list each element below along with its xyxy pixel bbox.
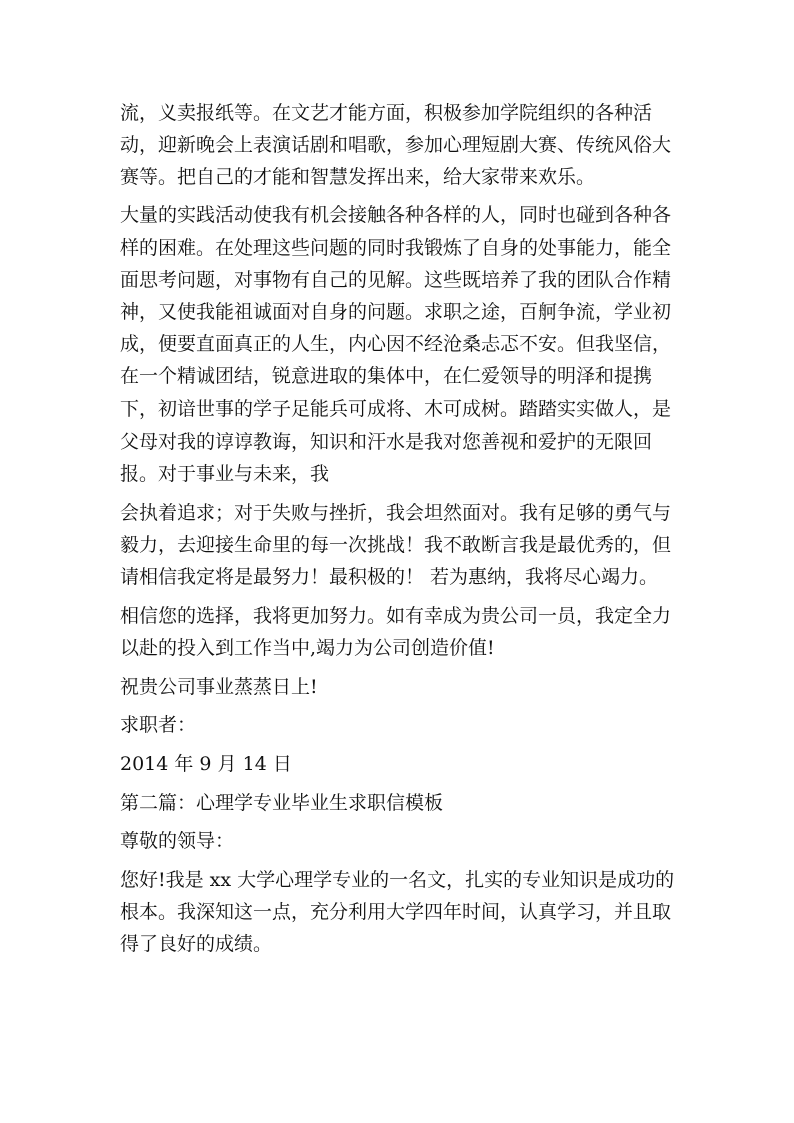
text-line: 您好!我是 xx 大学心理学专业的一名文，扎实的专业知识是成功的	[120, 869, 675, 891]
text-line: 神，又使我能祖诚面对自身的问题。求职之途，百舸争流，学业初	[120, 301, 672, 323]
text-line: 面思考问题，对事物有自己的见解。这些既培养了我的团队合作精	[120, 269, 672, 291]
text-line: 2014 年 9 月 14 日	[120, 753, 292, 775]
text-line: 会执着追求；对于失败与挫折，我会坦然面对。我有足够的勇气与	[120, 502, 672, 524]
text-line: 动，迎新晚会上表演话剧和唱歌，参加心理短剧大赛、传统风俗大	[120, 134, 672, 156]
text-line: 以赴的投入到工作当中,竭力为公司创造价值!	[120, 637, 495, 659]
text-line: 得了良好的成绩。	[120, 933, 273, 955]
text-line: 求职者：	[120, 714, 197, 736]
text-line: 流，义卖报纸等。在文艺才能方面，积极参加学院组织的各种活	[120, 102, 653, 124]
text-line: 尊敬的领导：	[120, 830, 235, 852]
text-line: 第二篇：心理学专业毕业生求职信模板	[120, 792, 444, 814]
text-line: 样的困难。在处理这些问题的同时我锻炼了自身的处事能力，能全	[120, 237, 672, 259]
text-line: 大量的实践活动使我有机会接触各种各样的人，同时也碰到各种各	[120, 204, 672, 226]
text-line: 成，便要直面真正的人生，内心因不经沧桑忐忑不安。但我坚信，	[120, 333, 672, 355]
text-line: 在一个精诚团结，锐意进取的集体中，在仁爱领导的明泽和提携	[120, 365, 653, 387]
text-line: 相信您的选择，我将更加努力。如有幸成为贵公司一员，我定全力	[120, 605, 672, 627]
text-line: 下，初谙世事的学子足能兵可成将、木可成树。踏踏实实做人，是	[120, 398, 672, 420]
text-line: 根本。我深知这一点，充分利用大学四年时间，认真学习，并且取	[120, 901, 672, 923]
text-line: 毅力，去迎接生命里的每一次挑战！我不敢断言我是最优秀的，但	[120, 534, 672, 556]
text-line: 父母对我的谆谆教诲，知识和汗水是我对您善视和爱护的无限回	[120, 431, 653, 453]
text-line: 报。对于事业与未来，我	[120, 463, 330, 485]
text-line: 赛等。把自己的才能和智慧发挥出来，给大家带来欢乐。	[120, 166, 596, 188]
text-line: 请相信我定将是最努力！最积极的！ 若为惠纳，我将尽心竭力。	[120, 566, 659, 588]
text-line: 祝贵公司事业蒸蒸日上!	[120, 676, 318, 698]
